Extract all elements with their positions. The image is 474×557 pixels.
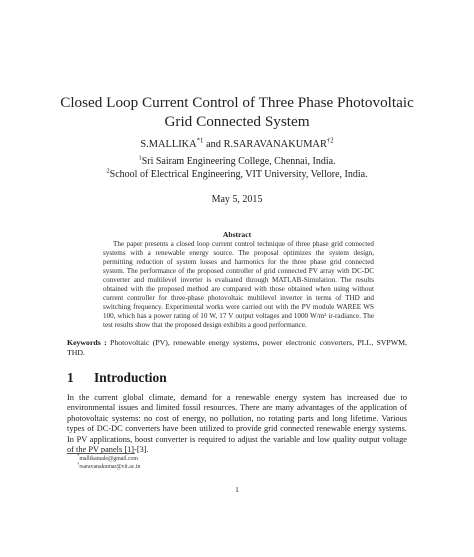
affiliation-2-text: School of Electrical Engineering, VIT University, Vellore, India. <box>109 168 368 180</box>
title-line-2: Grid Connected System <box>164 113 310 130</box>
affiliation-1 <box>40 156 434 169</box>
keywords-text: Photovoltaic (PV), renewable energy systems, power electronic converters, PLL, SVPWM, THD. <box>67 338 407 358</box>
footnote-2-mark: † <box>77 462 80 468</box>
introduction-body: In the current global climate, demand for a renewable energy system has increased due to environmental issues and limited fossil resources. There are many advantages of the application of photovoltaic systems: no cost of energy, no pollution, no rotating parts and long lifetime. Various types of DC-DC converters have been utilized to provide grid connected renewable energy systems. In PV applications, boost converter is required to adjust the variable and low quality output voltage of the PV panels [1]-[3]. <box>67 393 407 455</box>
affiliation-2-mark: 2 <box>106 167 110 175</box>
affiliation-2 <box>40 169 434 182</box>
abstract-body: The paper presents a closed loop current control technique of three phase grid connected systems with a renewable energy source. The proposal optimizes the system design, permitting reduction of system losses and harmonics for the three phase grid connected system. The performance of the proposed controller of grid connected PV array with DC-DC converter and multilevel inverter is evaluated through MATLAB-Simulation. The results obtained with the proposed method are compared with those obtained when using without current controller for three-phase photovoltaic multilevel inverter in terms of THD and switching frequency. Experimental works were carried out with the PV module WAREE WS 100, which has a power rating of 10 W, 17 V output voltages and 1000 W/m² ir-radiance. The test results show that the proposed design exhibits a good performance. <box>103 240 374 330</box>
keywords-label: Keywords : <box>67 338 107 347</box>
section-heading <box>67 370 407 386</box>
title-line-1: Closed Loop Current Control of Three Phase Photovoltaic <box>60 94 414 111</box>
footnote-1-mark: * <box>77 454 80 460</box>
author-1-mark: *1 <box>196 137 204 145</box>
footnote-2-email: rsaravanakumar@vit.ac.in <box>79 464 141 470</box>
paper-title <box>40 93 434 131</box>
abstract-heading: Abstract <box>222 230 252 239</box>
author-2-mark: †2 <box>326 137 334 145</box>
author-2: R.SARAVANAKUMAR <box>223 139 327 150</box>
section-number: 1 <box>67 370 74 385</box>
affiliation-1-mark: 1 <box>138 154 142 162</box>
footnote-2 <box>77 464 140 471</box>
paper-date: May 5, 2015 <box>211 194 263 205</box>
author-joiner: and <box>203 139 224 150</box>
section-title: Introduction <box>94 370 167 385</box>
author-1: S.MALLIKA <box>140 139 197 150</box>
footnote-1-email: mallikamale@gmail.com <box>79 456 138 462</box>
page-number: 1 <box>235 485 239 494</box>
author-line <box>40 138 434 151</box>
affiliations <box>40 156 434 181</box>
footnote-1 <box>77 456 138 463</box>
affiliation-1-text: Sri Sairam Engineering College, Chennai, India. <box>141 156 336 167</box>
keywords <box>67 338 407 359</box>
